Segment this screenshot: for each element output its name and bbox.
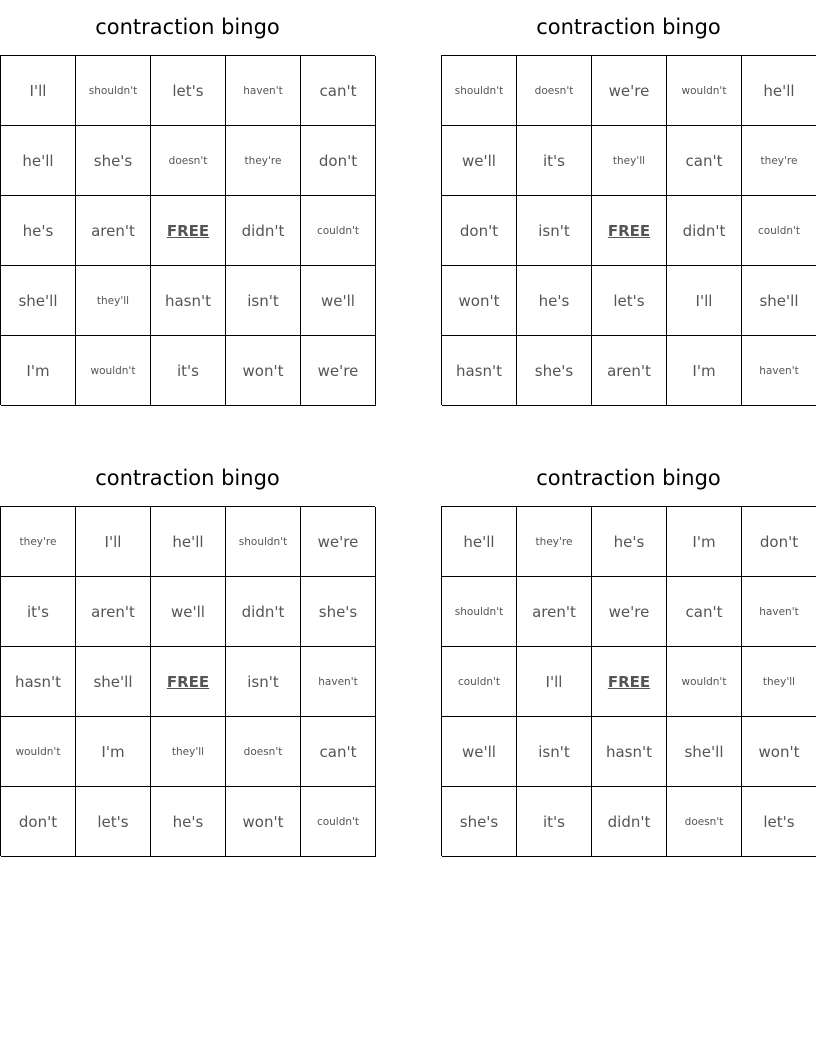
bingo-cell: wouldn't [76, 336, 151, 406]
bingo-cell: don't [301, 126, 376, 196]
bingo-cell: she'll [1, 266, 76, 336]
bingo-cell: they're [1, 507, 76, 577]
bingo-cell: shouldn't [442, 577, 517, 647]
bingo-cell: we're [301, 336, 376, 406]
bingo-cell: it's [151, 336, 226, 406]
bingo-cell: hasn't [442, 336, 517, 406]
bingo-card-1 [0, 0, 375, 405]
bingo-cell: didn't [592, 787, 667, 857]
bingo-cell: aren't [76, 577, 151, 647]
bingo-cell: can't [301, 56, 376, 126]
bingo-cell: he's [1, 196, 76, 266]
bingo-cell: didn't [226, 196, 301, 266]
bingo-cell: we'll [151, 577, 226, 647]
bingo-cell: they're [517, 507, 592, 577]
bingo-cell: won't [442, 266, 517, 336]
bingo-cell: let's [76, 787, 151, 857]
bingo-cell: won't [226, 787, 301, 857]
bingo-cell: she's [517, 336, 592, 406]
bingo-cell: it's [517, 126, 592, 196]
bingo-cell: couldn't [742, 196, 816, 266]
bingo-cell: can't [667, 577, 742, 647]
card-title: contraction bingo [536, 466, 721, 490]
bingo-cell: shouldn't [226, 507, 301, 577]
bingo-cell: doesn't [517, 56, 592, 126]
bingo-cell: let's [151, 56, 226, 126]
bingo-cell: aren't [76, 196, 151, 266]
free-space: FREE [592, 647, 667, 717]
free-space: FREE [151, 647, 226, 717]
bingo-cell: it's [517, 787, 592, 857]
bingo-cell: wouldn't [1, 717, 76, 787]
free-space: FREE [592, 196, 667, 266]
bingo-cell: haven't [226, 56, 301, 126]
bingo-cell: won't [226, 336, 301, 406]
bingo-cell: isn't [226, 647, 301, 717]
bingo-cell: he's [592, 507, 667, 577]
bingo-cell: hasn't [1, 647, 76, 717]
bingo-cell: isn't [517, 717, 592, 787]
bingo-cell: it's [1, 577, 76, 647]
bingo-cell: I'll [1, 56, 76, 126]
bingo-card-4 [441, 451, 816, 856]
bingo-cell: isn't [226, 266, 301, 336]
bingo-cell: couldn't [301, 196, 376, 266]
bingo-grid [0, 506, 375, 856]
bingo-cell: we'll [442, 126, 517, 196]
bingo-grid [441, 55, 816, 405]
bingo-cell: aren't [517, 577, 592, 647]
bingo-cell: I'll [517, 647, 592, 717]
bingo-cell: aren't [592, 336, 667, 406]
card-title: contraction bingo [95, 15, 280, 39]
bingo-cell: hasn't [592, 717, 667, 787]
bingo-grid [441, 506, 816, 856]
bingo-cell: don't [1, 787, 76, 857]
bingo-cell: let's [742, 787, 816, 857]
bingo-cell: I'll [76, 507, 151, 577]
bingo-cell: doesn't [226, 717, 301, 787]
card-title: contraction bingo [95, 466, 280, 490]
bingo-cell: she'll [742, 266, 816, 336]
bingo-cell: doesn't [151, 126, 226, 196]
bingo-cell: we're [592, 56, 667, 126]
bingo-cell: they'll [151, 717, 226, 787]
bingo-cell: we're [301, 507, 376, 577]
free-space: FREE [151, 196, 226, 266]
bingo-cell: hasn't [151, 266, 226, 336]
bingo-cell: couldn't [442, 647, 517, 717]
bingo-cell: they'll [742, 647, 816, 717]
card-title: contraction bingo [536, 15, 721, 39]
bingo-cell: she's [76, 126, 151, 196]
bingo-cell: I'm [1, 336, 76, 406]
bingo-cell: can't [301, 717, 376, 787]
bingo-cell: let's [592, 266, 667, 336]
bingo-cell: won't [742, 717, 816, 787]
bingo-cell: they'll [592, 126, 667, 196]
bingo-cell: they're [742, 126, 816, 196]
bingo-cell: don't [442, 196, 517, 266]
bingo-card-3 [0, 451, 375, 856]
bingo-cell: they'll [76, 266, 151, 336]
bingo-cell: I'm [667, 336, 742, 406]
bingo-cell: wouldn't [667, 647, 742, 717]
bingo-cell: she's [301, 577, 376, 647]
bingo-cell: wouldn't [667, 56, 742, 126]
bingo-cell: she'll [76, 647, 151, 717]
bingo-cell: she'll [667, 717, 742, 787]
bingo-grid [0, 55, 375, 405]
bingo-cell: isn't [517, 196, 592, 266]
bingo-cell: I'll [667, 266, 742, 336]
bingo-cell: shouldn't [76, 56, 151, 126]
bingo-cell: can't [667, 126, 742, 196]
bingo-cell: haven't [742, 577, 816, 647]
bingo-cell: didn't [226, 577, 301, 647]
bingo-cell: we'll [301, 266, 376, 336]
bingo-cell: he's [151, 787, 226, 857]
bingo-cell: she's [442, 787, 517, 857]
bingo-cell: I'm [667, 507, 742, 577]
bingo-cell: we're [592, 577, 667, 647]
bingo-cell: they're [226, 126, 301, 196]
bingo-cell: shouldn't [442, 56, 517, 126]
bingo-card-2 [441, 0, 816, 405]
bingo-cell: he'll [151, 507, 226, 577]
bingo-cell: he'll [742, 56, 816, 126]
bingo-cell: couldn't [301, 787, 376, 857]
bingo-cell: he'll [1, 126, 76, 196]
bingo-cell: he's [517, 266, 592, 336]
bingo-cell: we'll [442, 717, 517, 787]
bingo-cell: doesn't [667, 787, 742, 857]
bingo-cell: haven't [301, 647, 376, 717]
bingo-cell: haven't [742, 336, 816, 406]
bingo-cell: he'll [442, 507, 517, 577]
bingo-cell: don't [742, 507, 816, 577]
bingo-cell: didn't [667, 196, 742, 266]
bingo-cell: I'm [76, 717, 151, 787]
